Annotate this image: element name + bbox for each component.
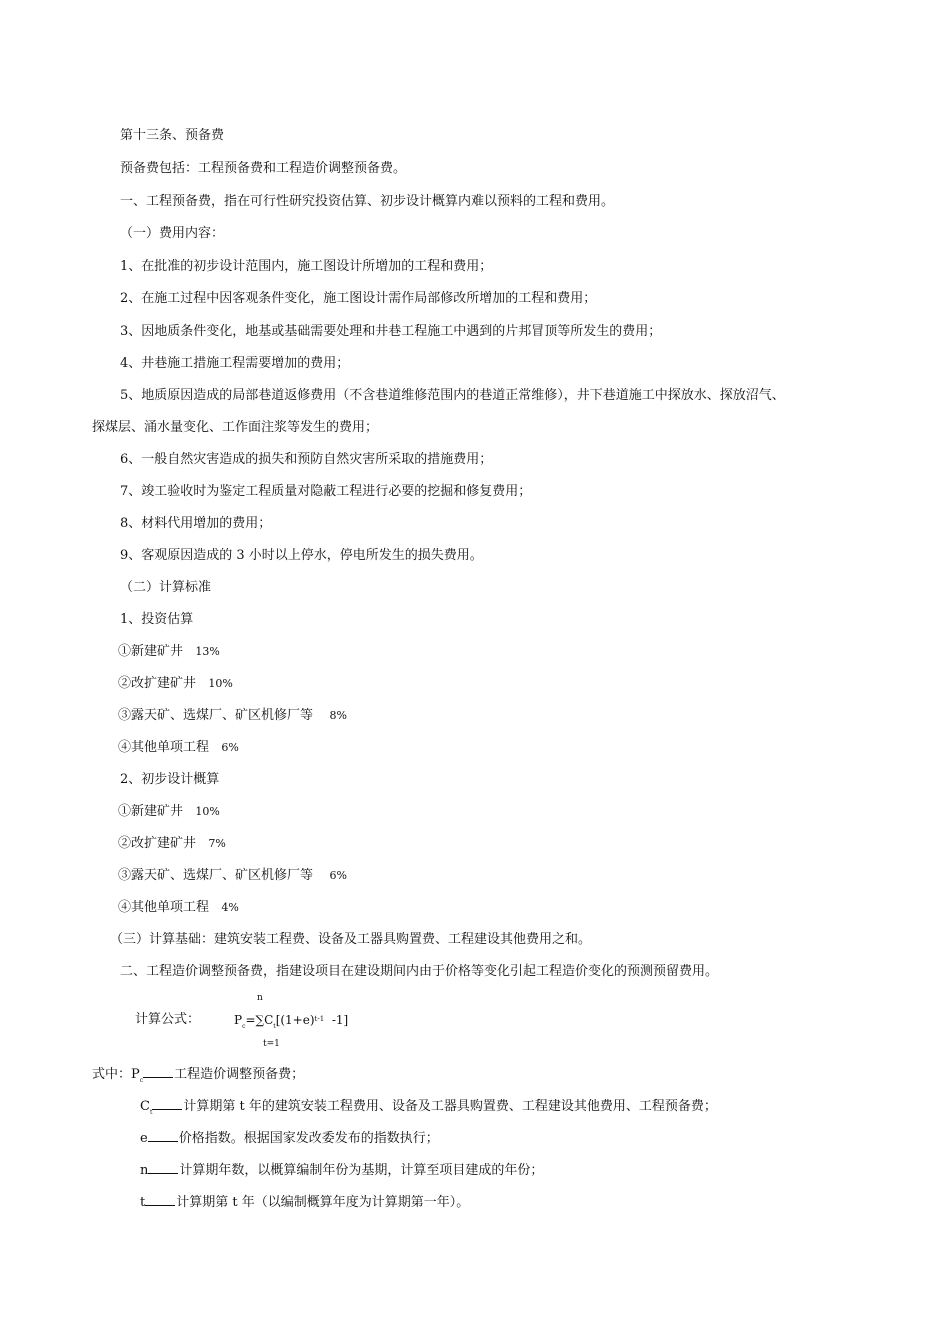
definition-row: n 计算期年数，以概算编制年份为基期，计算至项目建成的年份； xyxy=(140,1163,544,1178)
rate-label: ③露天矿、选煤厂、矿区机修厂等 xyxy=(118,708,314,723)
definition-row: 式中：$P_c$ 工程造价调整预备费； xyxy=(92,1067,305,1084)
rate-label: ④其他单项工程 xyxy=(118,900,210,915)
rate-label: ①新建矿井 xyxy=(118,804,184,819)
rate-row xyxy=(118,804,220,820)
list-item: 3、因地质条件变化，地基或基础需要处理和井巷工程施工中遇到的片邦冒顶等所发生的费用； xyxy=(120,324,662,339)
formula-expression: $P_c=\sum C_t[(1+e)^{t-1}$ -1] xyxy=(234,1013,349,1030)
definition-row: t 计算期第 t 年（以编制概算年度为计算期第一年）。 xyxy=(140,1195,470,1210)
underline-blank xyxy=(148,1162,178,1174)
formula-upper-limit: n xyxy=(257,993,263,1003)
rate-label: ④其他单项工程 xyxy=(118,740,210,755)
formula-lower-limit: t=1 xyxy=(263,1039,280,1049)
underline-blank xyxy=(143,1066,173,1078)
rate-row xyxy=(118,836,226,852)
estimate-heading: 1、投资估算 xyxy=(120,612,194,627)
list-item: 2、在施工过程中因客观条件变化，施工图设计需作局部修改所增加的工程和费用； xyxy=(120,291,597,306)
section1-heading: 一、工程预备费，指在可行性研究投资估算、初步设计概算内难以预料的工程和费用。 xyxy=(120,194,615,209)
rate-value: 10% xyxy=(195,805,220,818)
rate-row xyxy=(118,676,233,692)
standard-heading: （二）计算标准 xyxy=(120,580,212,595)
definition-row: $C_t$ 计算期第 t 年的建筑安装工程费用、设备及工器具购置费、工程建设其他费用、工程预备费； xyxy=(140,1099,717,1116)
list-item: 4、井巷施工措施工程需要增加的费用； xyxy=(120,356,350,371)
rate-value: 8% xyxy=(329,709,347,722)
rate-row xyxy=(118,900,239,916)
rate-label: ②改扩建矿井 xyxy=(118,676,197,691)
rate-value: 10% xyxy=(208,677,233,690)
formula-label: 计算公式： xyxy=(135,1012,201,1027)
rate-value: 6% xyxy=(329,869,347,882)
rate-label: ②改扩建矿井 xyxy=(118,836,197,851)
list-item: 6、一般自然灾害造成的损失和预防自然灾害所采取的措施费用； xyxy=(120,452,493,467)
article-title: 第十三条、预备费 xyxy=(120,128,225,143)
rate-value: 6% xyxy=(221,741,239,754)
underline-blank xyxy=(152,1098,182,1110)
rate-row xyxy=(118,740,239,756)
list-item: 8、材料代用增加的费用； xyxy=(120,516,272,531)
list-item: 9、客观原因造成的 3 小时以上停水，停电所发生的损失费用。 xyxy=(120,548,483,563)
where-prefix: 式中： xyxy=(92,1067,132,1082)
rate-value: 4% xyxy=(221,901,239,914)
rate-label: ①新建矿井 xyxy=(118,644,184,659)
definition-row: e 价格指数。根据国家发改委发布的指数执行； xyxy=(140,1131,439,1146)
rate-row xyxy=(118,868,347,884)
section2-heading: 二、工程造价调整预备费，指建设项目在建设期间内由于价格等变化引起工程造价变化的预测预留费用。 xyxy=(120,964,719,979)
list-item-continuation: 探煤层、涌水量变化、工作面注浆等发生的费用； xyxy=(92,420,379,435)
underline-blank xyxy=(145,1194,175,1206)
rate-value: 13% xyxy=(195,645,220,658)
contents-heading: （一）费用内容： xyxy=(120,226,225,241)
list-item: 1、在批准的初步设计范围内，施工图设计所增加的工程和费用； xyxy=(120,259,493,274)
rate-value: 7% xyxy=(208,837,226,850)
rate-label: ③露天矿、选煤厂、矿区机修厂等 xyxy=(118,868,314,883)
list-item: 5、地质原因造成的局部巷道返修费用（不含巷道维修范围内的巷道正常维修），井下巷道施工中探放水、探放沼气、 xyxy=(120,388,785,403)
rate-row xyxy=(118,644,220,660)
list-item: 7、竣工验收时为鉴定工程质量对隐蔽工程进行必要的挖掘和修复费用； xyxy=(120,484,532,499)
underline-blank xyxy=(148,1130,178,1142)
design-heading: 2、初步设计概算 xyxy=(120,772,220,787)
rate-row xyxy=(118,708,347,724)
calculation-basis: （三）计算基础：建筑安装工程费、设备及工器具购置费、工程建设其他费用之和。 xyxy=(110,932,592,947)
intro-paragraph: 预备费包括：工程预备费和工程造价调整预备费。 xyxy=(120,161,407,176)
